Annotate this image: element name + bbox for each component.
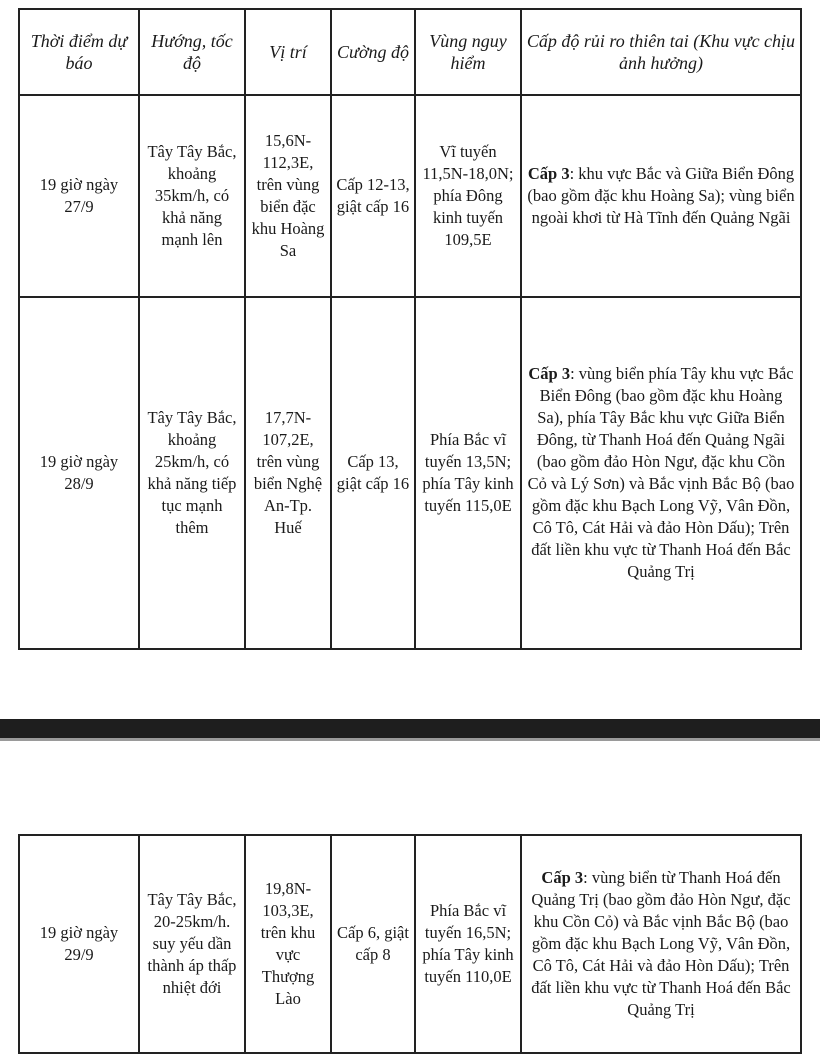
cell-risk-level xyxy=(521,297,801,649)
table-header-row xyxy=(19,9,801,95)
table-row xyxy=(19,297,801,649)
cell-direction: Tây Tây Bắc, khoảng 35km/h, có khả năng mạnh lên xyxy=(139,95,245,297)
cell-direction: Tây Tây Bắc, 20-25km/h. suy yếu dần thành áp thấp nhiệt đới xyxy=(139,835,245,1053)
risk-label: Cấp 3 xyxy=(528,364,571,383)
cell-time: 19 giờ ngày 27/9 xyxy=(19,95,139,297)
header-intensity: Cường độ xyxy=(331,9,415,95)
forecast-table-bottom xyxy=(18,834,802,1054)
risk-label: Cấp 3 xyxy=(527,164,570,183)
cell-danger-zone: Phía Bắc vĩ tuyến 16,5N; phía Tây kinh tuyến 110,0E xyxy=(415,835,521,1053)
table-row xyxy=(19,95,801,297)
page-divider-shadow xyxy=(0,738,820,741)
cell-risk-level xyxy=(521,95,801,297)
risk-text: : vùng biển từ Thanh Hoá đến Quảng Trị (bao gồm đảo Hòn Ngư, đặc khu Cồn Cỏ) và Bắc vịnh Bắc Bộ (bao gồm đặc khu Bạch Long Vỹ, Vân Đồn, Cô Tô, Cát Hải và đảo Hòn Dấu); Trên đất liền khu vực từ Thanh Hoá đến Bắc Quảng Trị xyxy=(531,868,791,1019)
risk-text: : vùng biển phía Tây khu vực Bắc Biển Đông (bao gồm đặc khu Hoàng Sa), phía Tây Bắc khu vực Giữa Biển Đông, từ Thanh Hoá đến Quảng Ngãi (bao gồm đảo Hòn Ngư, đặc khu Cồn Cỏ và Lý Sơn) và Bắc vịnh Bắc Bộ (bao gồm đặc khu Bạch Long Vỹ, Vân Đồn, Cô Tô, Cát Hải và đảo Hòn Dấu); Trên đất liền khu vực từ Thanh Hoá đến Bắc Quảng Trị xyxy=(527,364,795,581)
cell-position: 17,7N-107,2E, trên vùng biển Nghệ An-Tp. Huế xyxy=(245,297,331,649)
table-row xyxy=(19,835,801,1053)
risk-text: : khu vực Bắc và Giữa Biển Đông (bao gồm đặc khu Hoàng Sa); vùng biển ngoài khơi từ Hà Tĩnh đến Quảng Ngãi xyxy=(527,164,795,227)
cell-position: 15,6N-112,3E, trên vùng biển đặc khu Hoàng Sa xyxy=(245,95,331,297)
cell-position: 19,8N-103,3E, trên khu vực Thượng Lào xyxy=(245,835,331,1053)
page-divider-bar xyxy=(0,719,820,738)
cell-intensity: Cấp 12-13, giật cấp 16 xyxy=(331,95,415,297)
cell-intensity: Cấp 13, giật cấp 16 xyxy=(331,297,415,649)
cell-danger-zone: Vĩ tuyến 11,5N-18,0N; phía Đông kinh tuyến 109,5E xyxy=(415,95,521,297)
header-position: Vị trí xyxy=(245,9,331,95)
forecast-table-top xyxy=(18,8,802,650)
header-time: Thời điểm dự báo xyxy=(19,9,139,95)
header-direction: Hướng, tốc độ xyxy=(139,9,245,95)
cell-danger-zone: Phía Bắc vĩ tuyến 13,5N; phía Tây kinh tuyến 115,0E xyxy=(415,297,521,649)
header-risk-level: Cấp độ rủi ro thiên tai (Khu vực chịu ảnh hưởng) xyxy=(521,9,801,95)
cell-time: 19 giờ ngày 29/9 xyxy=(19,835,139,1053)
risk-label: Cấp 3 xyxy=(541,868,584,887)
cell-time: 19 giờ ngày 28/9 xyxy=(19,297,139,649)
cell-direction: Tây Tây Bắc, khoảng 25km/h, có khả năng tiếp tục mạnh thêm xyxy=(139,297,245,649)
cell-intensity: Cấp 6, giật cấp 8 xyxy=(331,835,415,1053)
header-danger-zone: Vùng nguy hiểm xyxy=(415,9,521,95)
cell-risk-level xyxy=(521,835,801,1053)
